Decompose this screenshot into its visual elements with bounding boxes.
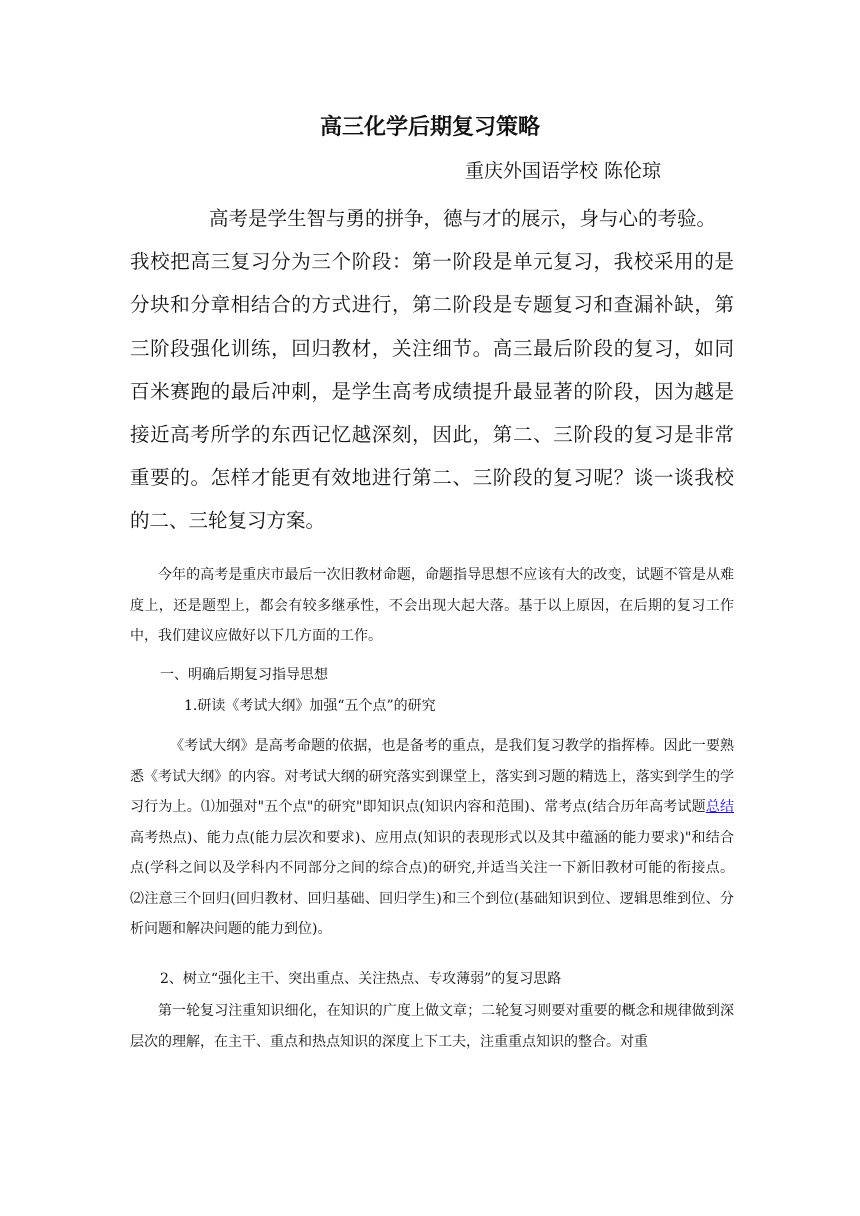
intro-rest: 我校把高三复习分为三个阶段：第一阶段是单元复习，我校采用的是分块和分章相结合的方式进行，第二阶段是专题复习和查漏补缺，第三阶段强化训练，回归教材，关注细节。高三最后阶段的复习，如同百米赛跑的最后冲刺，是学生高考成绩提升最显著的阶段，因为越是接近高考所学的东西记忆越深刻，因此，第二、三阶段的复习是非常重要的。怎样才能更有效地进行第二、三阶段的复习呢？谈一谈我校的二、三轮复习方案。	[130, 250, 734, 533]
subsection-heading-2: 2、树立“强化主干、突出重点、关注热点、专攻薄弱”的复习思路	[160, 971, 562, 987]
summary-link[interactable]: 总结	[705, 799, 735, 815]
author-line: 重庆外国语学校 陈伦琼	[465, 160, 662, 182]
paragraph-exam-outline	[130, 731, 734, 945]
paragraph-background: 今年的高考是重庆市最后一次旧教材命题，命题指导思想不应该有大的改变，试题不管是从难度上，还是题型上，都会有较多继承性，不会出现大起大落。基于以上原因，在后期的复习工作中，我们建议应做好以下几方面的工作。	[130, 567, 734, 644]
paragraph-exam-outline-text-1: 《考试大纲》是高考命题的依据，也是备考的重点，是我们复习教学的指挥棒。因此一要熟悉《考试大纲》的内容。对考试大纲的研究落实到课堂上，落实到习题的精选上，落实到学生的学习行为上。⑴加强对"五个点"的研究"即知识点(知识内容和范围)、常考点(结合历年高考试题	[130, 738, 734, 815]
paragraph-exam-outline-text-2: 高考热点)、能力点(能力层次和要求)、应用点(知识的表现形式以及其中蕴涵的能力要求)"和结合点(学科之间以及学科内不同部分之间的综合点)的研究,并适当关注一下新旧教材可能的衔接点。 ⑵注意三个回归(回归教材、回归基础、回归学生)和三个到位(基础知识到位、逻辑思维到位、分析问题和解决问题的能力到位)。	[130, 829, 734, 937]
subsection-heading-1: 1.研读《考试大纲》加强“五个点”的研究	[184, 698, 436, 714]
paragraph-review-approach: 第一轮复习注重知识细化，在知识的广度上做文章；二轮复习则要对重要的概念和规律做到深层次的理解，在主干、重点和热点知识的深度上下工夫，注重重点知识的整合。对重	[130, 1003, 734, 1050]
intro-paragraph	[130, 197, 734, 543]
intro-first-line: 高考是学生智与勇的拼争，德与才的展示，身与心的考验。	[209, 207, 717, 230]
section-heading-1: 一、明确后期复习指导思想	[160, 667, 328, 683]
document-title: 高三化学后期复习策略	[319, 115, 540, 140]
